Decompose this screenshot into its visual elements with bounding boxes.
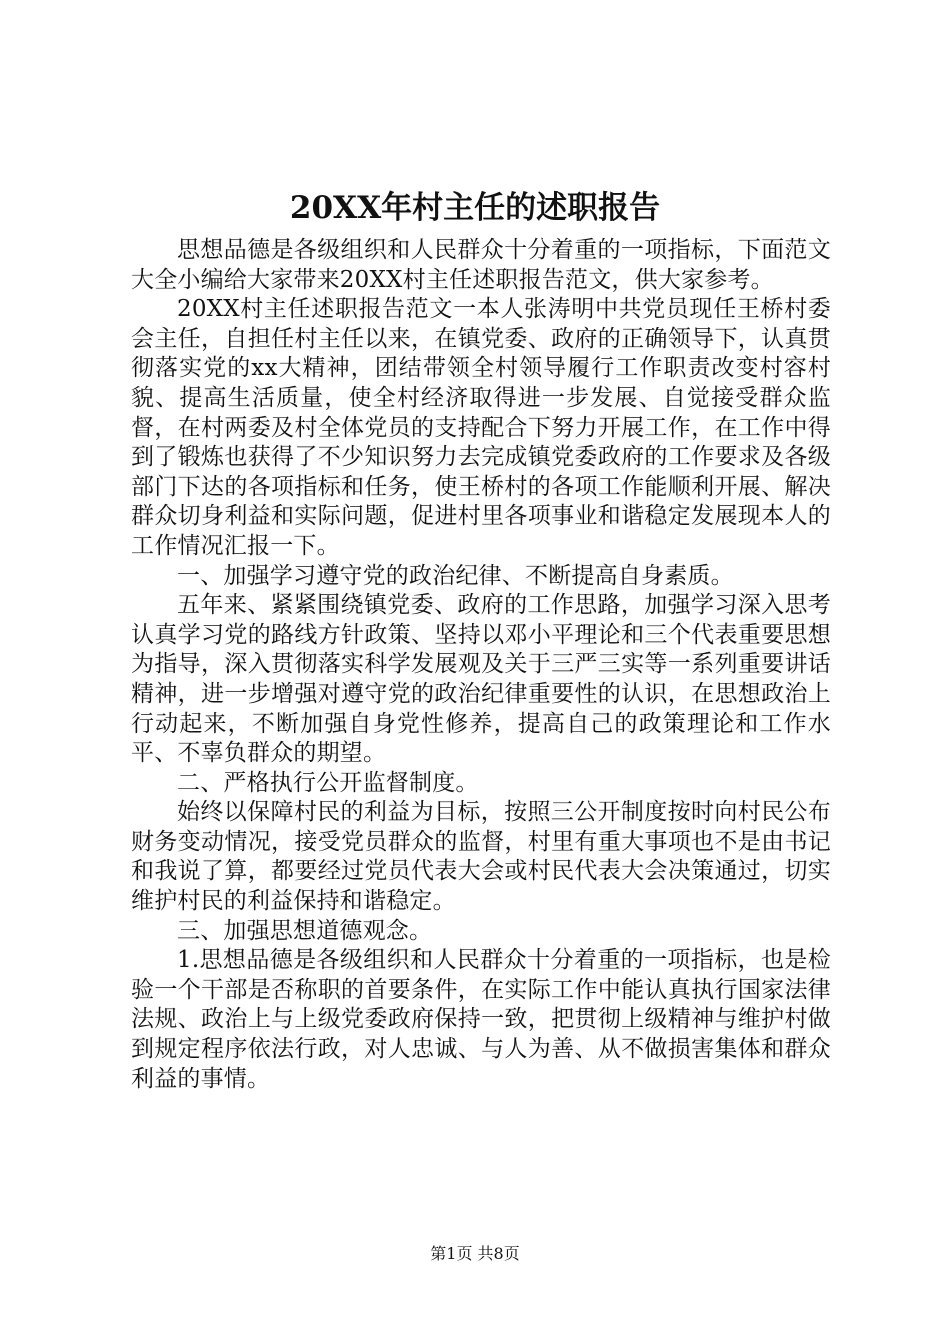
paragraph-section-3-item-1: 1.思想品德是各级组织和人民群众十分着重的一项指标，也是检验一个干部是否称职的首要条件，在实际工作中能认真执行国家法律法规、政治上与上级党委政府保持一致，把贯彻上级精神与维护村做到规定程序依法行政，对人忠诚、与人为善、从不做损害集体和群众利益的事情。 [131, 947, 831, 1092]
section-heading-2: 二、严格执行公开监督制度。 [177, 769, 479, 796]
paragraph-intro: 思想品德是各级组织和人民群众十分着重的一项指标，下面范文大全小编给大家带来20XX村主任述职报告范文，供大家参考。 [131, 237, 831, 293]
document-body [131, 236, 831, 1094]
document-title: 20XX年村主任的述职报告 [289, 190, 661, 226]
paragraph-section-2: 始终以保障村民的利益为目标，按照三公开制度按时向村民公布财务变动情况，接受党员群众的监督，村里有重大事项也不是由书记和我说了算，都要经过党员代表大会或村民代表大会决策通过，切实维护村民的利益保持和谐稳定。 [131, 799, 831, 915]
page-number-footer: 第1页 共8页 [430, 1244, 520, 1263]
section-heading-1: 一、加强学习遵守党的政治纪律、不断提高自身素质。 [177, 562, 734, 589]
paragraph-report-overview: 20XX村主任述职报告范文一本人张涛明中共党员现任王桥村委会主任，自担任村主任以来，在镇党委、政府的正确领导下，认真贯彻落实党的xx大精神，团结带领全村领导履行工作职责改变村容村貌、提高生活质量，使全村经济取得进一步发展、自觉接受群众监督，在村两委及村全体党员的支持配合下努力开展工作，在工作中得到了锻炼也获得了不少知识努力去完成镇党委政府的工作要求及各级部门下达的各项指标和任务，使王桥村的各项工作能顺利开展、解决群众切身利益和实际问题，促进村里各项事业和谐稳定发展现本人的工作情况汇报一下。 [131, 296, 831, 559]
section-heading-3: 三、加强思想道德观念。 [177, 917, 433, 944]
paragraph-section-1: 五年来、紧紧围绕镇党委、政府的工作思路，加强学习深入思考认真学习党的路线方针政策、坚持以邓小平理论和三个代表重要思想为指导，深入贯彻落实科学发展观及关于三严三实等一系列重要讲话精神，进一步增强对遵守党的政治纪律重要性的认识，在思想政治上行动起来，不断加强自身党性修养，提高自己的政策理论和工作水平、不辜负群众的期望。 [131, 592, 831, 767]
